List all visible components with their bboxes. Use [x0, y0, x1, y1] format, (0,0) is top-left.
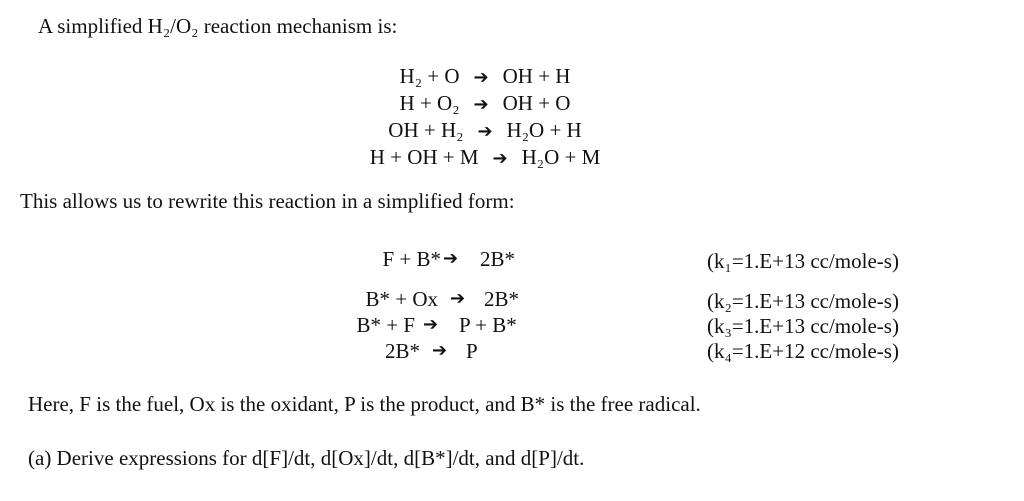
reactants: B* + F: [356, 313, 415, 337]
products: OH + H: [502, 64, 571, 88]
mechanism-reaction-2: [355, 91, 615, 117]
products: 2B*: [484, 287, 520, 311]
intro-text: A simplified H₂/O₂ reaction mechanism is:: [38, 14, 398, 38]
question-a: (a) Derive expressions for d[F]/dt, d[Ox]/dt, d[B*]/dt, and d[P]/dt.: [28, 446, 585, 470]
products: H₂O + M: [521, 145, 601, 169]
rate-constant: (k₁=1.E+13 cc/mole-s): [707, 249, 899, 273]
arrow-icon: ➔: [473, 67, 489, 88]
reactants: F + B*: [382, 247, 441, 271]
arrow-icon: ➔: [492, 148, 508, 169]
definitions-text: Here, F is the fuel, Ox is the oxidant, P is the product, and B* is the free radical.: [28, 392, 701, 416]
reactants: B* + Ox: [365, 287, 438, 311]
arrow-icon: ➔: [473, 94, 489, 115]
rate-constant: (k₃=1.E+13 cc/mole-s): [707, 314, 899, 338]
rate-constant: (k₄=1.E+12 cc/mole-s): [707, 339, 899, 363]
rewrite-text: This allows us to rewrite this reaction in a simplified form:: [20, 189, 515, 213]
products: P: [466, 339, 478, 363]
mechanism-reaction-1: [355, 64, 615, 90]
products: 2B*: [480, 247, 516, 271]
reactants: 2B*: [384, 339, 420, 363]
mechanism-reaction-4: [355, 145, 615, 171]
arrow-icon: ➔: [423, 314, 439, 335]
rate-constant: (k₂=1.E+13 cc/mole-s): [707, 289, 899, 313]
reactants: H + OH + M: [369, 145, 479, 169]
products: P + B*: [459, 313, 517, 337]
arrow-icon: ➔: [477, 121, 493, 142]
reactants: H₂ + O: [399, 64, 460, 88]
products: H₂O + H: [506, 118, 582, 142]
arrow-icon: ➔: [450, 288, 466, 309]
mechanism-reaction-3: [355, 118, 615, 144]
arrow-icon: ➔: [443, 248, 459, 269]
arrow-icon: ➔: [432, 340, 448, 361]
products: OH + O: [502, 91, 571, 115]
reactants: OH + H₂: [388, 118, 464, 142]
reactants: H + O₂: [399, 91, 460, 115]
